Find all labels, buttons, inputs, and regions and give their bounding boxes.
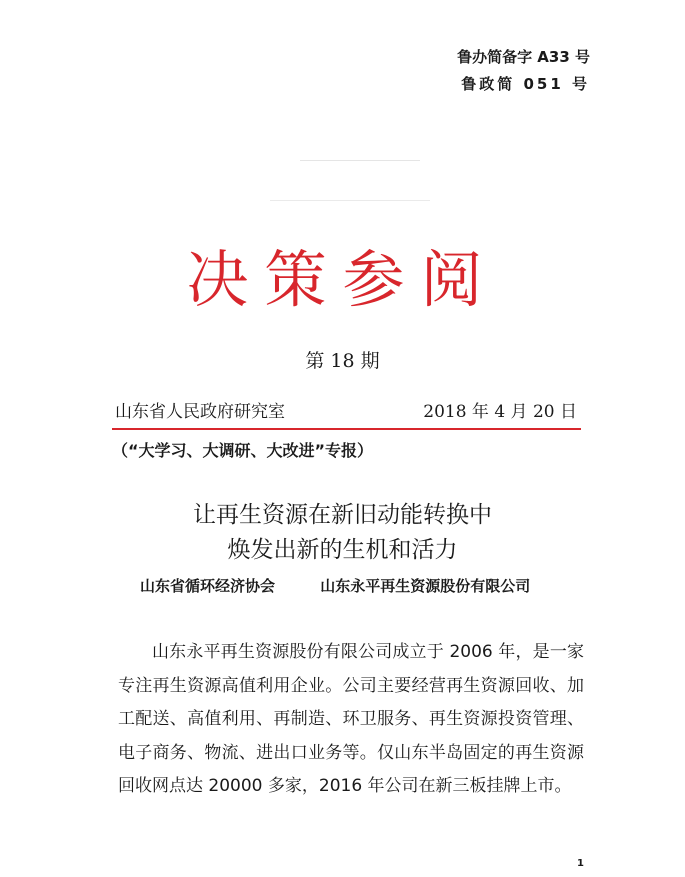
issue-number: 第 18 期 (305, 350, 380, 372)
header-meta-row (115, 399, 577, 425)
article-title-line-2: 焕发出新的生机和活力 (227, 537, 458, 563)
bleed-through-mark (300, 160, 420, 161)
body-paragraph: 山东永平再生资源股份有限公司成立于 2006 年，是一家专注再生资源高值利用企业。公司主要经营再生资源回收、加工配送、高值利用、再制造、环卫服务、再生资源投资管理、电子商务、物流、进出口业务等。仅山东半岛固定的再生资源回收网点达 20000 多家，2016 年公司在新三板挂牌上市。 (118, 642, 584, 796)
issue-date: 2018 年 4 月 20 日 (423, 402, 577, 422)
filing-number-line-1: 鲁办简备字 A33 号 (457, 48, 590, 66)
filing-number-block (457, 44, 590, 98)
filing-number-line-2: 鲁政简 051 号 (461, 75, 590, 93)
article-title (0, 498, 685, 568)
article-title-line-1: 让再生资源在新旧动能转换中 (193, 502, 492, 528)
special-report-label: （“大学习、大调研、大改进”专报） (112, 441, 374, 460)
page-number: 1 (577, 858, 584, 869)
red-divider-rule (112, 428, 581, 430)
author-organization: 山东省循环经济协会 (140, 577, 276, 595)
authors-line (140, 574, 530, 598)
masthead-title: 决策参阅 (186, 243, 499, 316)
bleed-through-mark (270, 200, 430, 201)
issuing-organization: 山东省人民政府研究室 (115, 402, 285, 422)
author-organization: 山东永平再生资源股份有限公司 (320, 577, 531, 595)
